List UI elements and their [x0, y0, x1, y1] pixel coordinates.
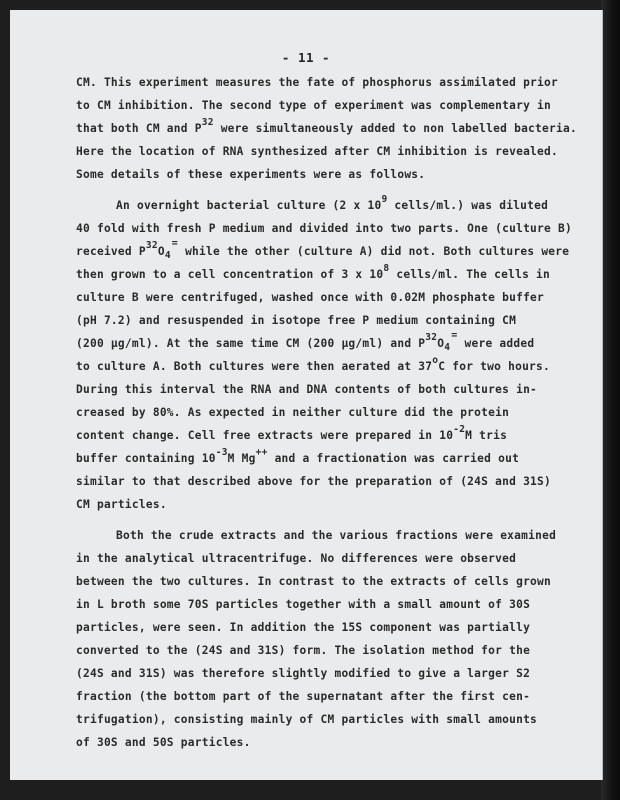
text-line: [76, 593, 576, 616]
line-text: then grown to a cell concentration of 3 x 10: [76, 268, 384, 281]
line-text: that both CM and P: [76, 122, 202, 135]
text-line: [76, 685, 576, 708]
text-line: [76, 447, 576, 470]
text-line: [76, 378, 576, 401]
line-text: M Mg: [227, 452, 256, 465]
line-text: in the analytical ultracentrifuge. No differences were observed: [76, 552, 517, 565]
line-text: Both the crude extracts and the various fractions were examined: [116, 529, 557, 542]
text-line: [76, 194, 576, 217]
subscript: 4: [444, 342, 451, 353]
superscript: 32: [145, 240, 158, 251]
line-text: An overnight bacterial culture (2 x 10: [116, 199, 382, 212]
charge-mark: =: [171, 238, 179, 249]
line-text: particles, were seen. In addition the 15S component was partially: [76, 621, 531, 634]
text-line: [76, 309, 576, 332]
line-text: C for two hours.: [438, 360, 551, 373]
body-text: [76, 71, 576, 754]
line-text: similar to that described above for the preparation of (24S and 31S): [76, 475, 552, 488]
text-line: [76, 286, 576, 309]
text-line: [76, 424, 576, 447]
line-text: buffer containing 10: [76, 452, 216, 465]
line-text: O: [437, 337, 445, 350]
line-text: CM particles.: [76, 498, 167, 511]
scan-edge-strip: [601, 0, 620, 800]
line-text: while the other (culture A) did not. Both cultures were: [178, 245, 570, 258]
superscript: o: [432, 355, 439, 366]
text-line: [76, 547, 576, 570]
line-text: to CM inhibition. The second type of experiment was complementary in: [76, 99, 552, 112]
line-text: of 30S and 50S particles.: [76, 736, 251, 749]
line-text: cells/ml. The cells in: [389, 268, 551, 281]
superscript: 8: [383, 263, 390, 274]
line-text: During this interval the RNA and DNA contents of both cultures in-: [76, 383, 538, 396]
line-text: cells/ml.) was diluted: [387, 199, 549, 212]
text-line: [76, 117, 576, 140]
text-line: [76, 217, 576, 240]
line-text: in L broth some 70S particles together with a small amount of 30S: [76, 598, 531, 611]
line-text: to culture A. Both cultures were then aerated at 37: [76, 360, 433, 373]
text-line: [76, 708, 576, 731]
line-text: Here the location of RNA synthesized after CM inhibition is revealed.: [76, 145, 558, 158]
line-text: and a fractionation was carried out: [267, 452, 520, 465]
superscript: ++: [255, 447, 268, 458]
superscript: 9: [381, 194, 388, 205]
text-line: [76, 570, 576, 593]
subscript: 4: [164, 250, 171, 261]
line-text: Some details of these experiments were as follows.: [76, 168, 426, 181]
text-line: [76, 639, 576, 662]
line-text: (200 μg/ml). At the same time CM (200 μg/ml) and P: [76, 337, 426, 350]
text-line: [76, 731, 576, 754]
text-line: [76, 94, 576, 117]
text-line: [76, 140, 576, 163]
text-line: [76, 662, 576, 685]
line-text: O: [157, 245, 165, 258]
paragraph-gap: [76, 186, 576, 194]
text-line: [76, 240, 576, 263]
text-line: [76, 355, 576, 378]
text-line: [76, 163, 576, 186]
charge-mark: =: [451, 330, 458, 341]
line-text: (24S and 31S) was therefore slightly modified to give a larger S2: [76, 667, 531, 680]
line-text: were added: [457, 337, 535, 350]
text-line: [76, 71, 576, 94]
document-page: [10, 10, 603, 780]
line-text: CM. This experiment measures the fate of phosphorus assimilated prior: [76, 76, 558, 89]
line-text: culture B were centrifuged, washed once with 0.02M phosphate buffer: [76, 291, 545, 304]
line-text: fraction (the bottom part of the supernatant after the first cen-: [76, 690, 531, 703]
line-text: received P: [76, 245, 146, 258]
paragraph-gap: [76, 516, 576, 524]
line-text: converted to the (24S and 31S) form. The isolation method for the: [76, 644, 531, 657]
superscript: 32: [201, 117, 214, 128]
text-line: [76, 401, 576, 424]
line-text: M tris: [465, 429, 508, 442]
line-text: (pH 7.2) and resuspended in isotope free P medium containing CM: [76, 314, 517, 327]
text-line: [76, 263, 576, 286]
line-text: creased by 80%. As expected in neither culture did the protein: [76, 406, 510, 419]
line-text: trifugation), consisting mainly of CM particles with small amounts: [76, 713, 538, 726]
superscript: -2: [453, 424, 466, 435]
text-line: [76, 470, 576, 493]
superscript: -3: [215, 447, 228, 458]
text-line: [76, 524, 576, 547]
line-text: were simultaneously added to non labelled bacteria.: [213, 122, 577, 135]
line-text: between the two cultures. In contrast to the extracts of cells grown: [76, 575, 552, 588]
superscript: 32: [425, 332, 438, 343]
page-number: - 11 -: [281, 50, 331, 65]
line-text: 40 fold with fresh P medium and divided into two parts. One (culture B): [76, 222, 572, 235]
line-text: content change. Cell free extracts were prepared in 10: [76, 429, 454, 442]
text-line: [76, 493, 576, 516]
text-line: [76, 616, 576, 639]
text-line: [76, 332, 576, 355]
